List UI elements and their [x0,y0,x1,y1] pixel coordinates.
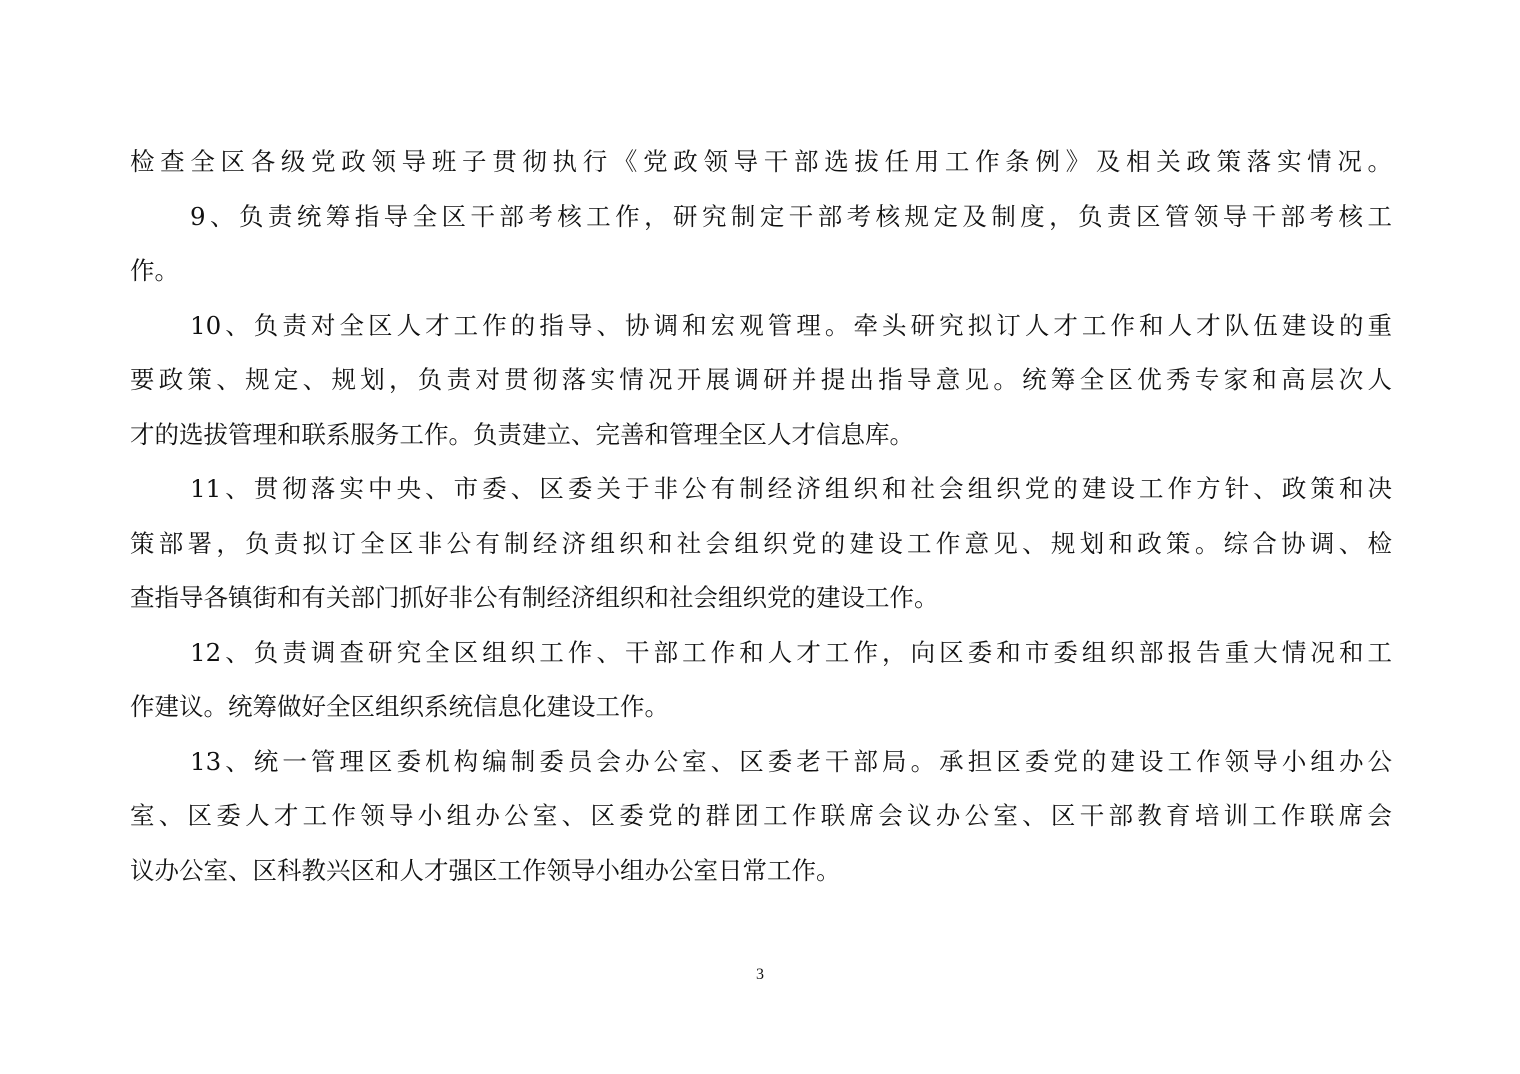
text-line: 室、区委人才工作领导小组办公室、区委党的群团工作联席会议办公室、区干部教育培训工作联席会 [130,801,1392,830]
text-line: 策部署，负责拟订全区非公有制经济组织和社会组织党的建设工作意见、规划和政策。综合协调、检 [130,528,1392,558]
document-body [130,135,1392,898]
text-line: 检查全区各级党政领导班子贯彻执行《党政领导干部选拔任用工作条例》及相关政策落实情况。 [130,147,1392,176]
text-line: 12、负责调查研究全区组织工作、干部工作和人才工作，向区委和市委组织部报告重大情况和工 [190,637,1392,667]
text-line: 查指导各镇街和有关部门抓好非公有制经济组织和社会组织党的建设工作。 [130,583,939,612]
text-line: 13、统一管理区委机构编制委员会办公室、区委老干部局。承担区委党的建设工作领导小组办公 [190,746,1392,776]
text-line: 10、负责对全区人才工作的指导、协调和宏观管理。牵头研究拟订人才工作和人才队伍建设的重 [190,310,1392,340]
text-line: 作。 [130,256,179,285]
page-number: 3 [756,966,764,983]
text-line: 要政策、规定、规划，负责对贯彻落实情况开展调研并提出指导意见。统筹全区优秀专家和高层次人 [130,365,1392,394]
text-line: 11、贯彻落实中央、市委、区委关于非公有制经济组织和社会组织党的建设工作方针、政策和决 [190,474,1392,503]
text-line: 才的选拔管理和联系服务工作。负责建立、完善和管理全区人才信息库。 [130,419,914,449]
text-line: 作建议。统筹做好全区组织系统信息化建设工作。 [130,692,669,721]
text-line: 议办公室、区科教兴区和人才强区工作领导小组办公室日常工作。 [130,855,841,885]
text-line: 9、负责统筹指导全区干部考核工作，研究制定干部考核规定及制度，负责区管领导干部考核工 [190,201,1392,231]
